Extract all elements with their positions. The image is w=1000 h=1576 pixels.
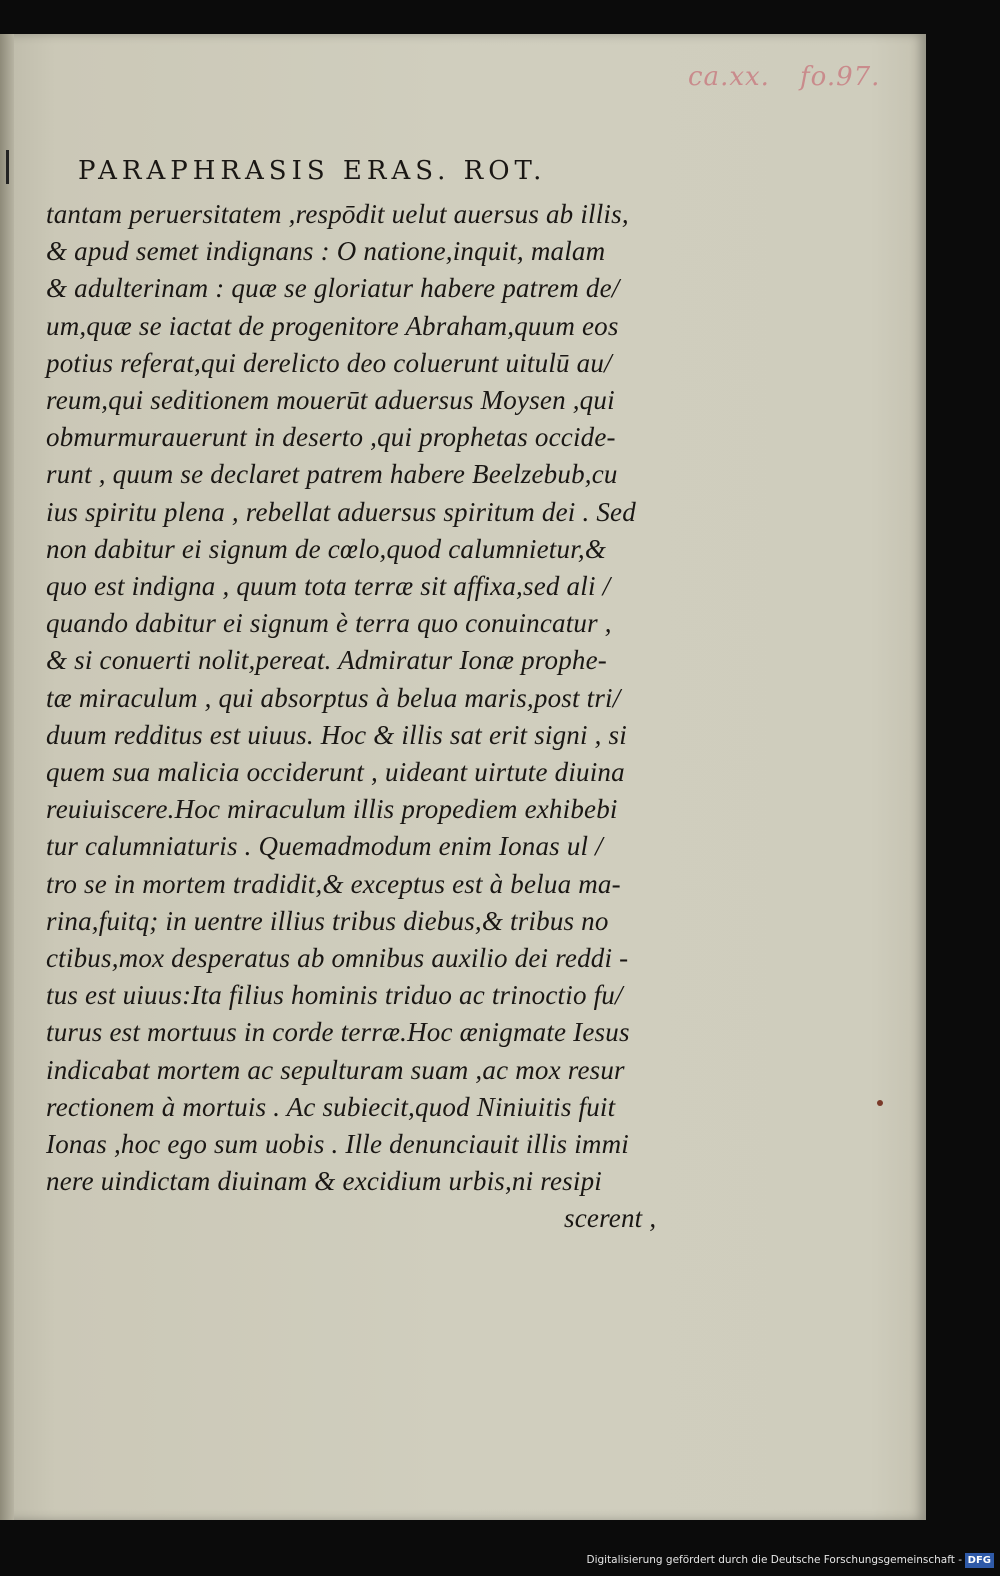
- text-line: quando dabitur ei signum è terra quo conuincatur ,: [46, 608, 612, 639]
- text-line: um,quæ se iactat de progenitore Abraham,quum eos: [46, 310, 619, 341]
- text-line: ius spiritu plena , rebellat aduersus spiritum dei . Sed: [46, 496, 636, 527]
- dfg-logo: DFG: [965, 1553, 994, 1568]
- text-line: Ionas ,hoc ego sum uobis . Ille denunciauit illis immi: [46, 1129, 629, 1160]
- text-line: & si conuerti nolit,pereat. Admiratur Ionæ prophe-: [46, 645, 607, 676]
- catchword-line: scerent ,: [564, 1203, 657, 1234]
- text-line: non dabitur ei signum de cœlo,quod calumnietur,&: [46, 533, 607, 564]
- text-line: runt , quum se declaret patrem habere Beelzebub,cu: [46, 459, 618, 490]
- text-line: duum redditus est uiuus. Hoc & illis sat erit signi , si: [46, 719, 627, 750]
- margin-note-folio: fo.97.: [800, 62, 881, 92]
- text-line: ctibus,mox desperatus ab omnibus auxilio dei reddi -: [46, 943, 629, 974]
- text-line: tur calumniaturis . Quemadmodum enim Ionas ul /: [46, 831, 603, 862]
- text-line: & adulterinam : quæ se gloriatur habere patrem de/: [46, 273, 620, 304]
- paper-speck: [877, 1100, 883, 1106]
- text-line: rina,fuitq; in uentre illius tribus diebus,& tribus no: [46, 905, 609, 936]
- text-line: potius referat,qui derelicto deo coluerunt uitulū au/: [46, 347, 612, 378]
- margin-mark: [6, 150, 9, 184]
- funding-credit: Digitalisierung gefördert durch die Deutsche Forschungsgemeinschaft -: [586, 1554, 962, 1566]
- page-edge: [0, 34, 14, 1520]
- text-line: quo est indigna , quum tota terræ sit affixa,sed ali /: [46, 571, 611, 602]
- running-head: PARAPHRASIS ERAS. ROT.: [78, 156, 547, 186]
- footer-bar: [0, 1549, 1000, 1576]
- text-line: tantam peruersitatem ,respōdit uelut auersus ab illis,: [46, 199, 629, 229]
- text-line: reum,qui seditionem mouerūt aduersus Moysen ,qui: [46, 385, 615, 416]
- text-line: turus est mortuus in corde terræ.Hoc ænigmate Iesus: [46, 1017, 630, 1048]
- text-line: & apud semet indignans : O natione,inquit, malam: [46, 236, 606, 267]
- body-text: [46, 196, 676, 1238]
- text-line: tro se in mortem tradidit,& exceptus est à belua ma-: [46, 868, 621, 899]
- text-line: tus est uiuus:Ita filius hominis triduo ac trinoctio fu/: [46, 980, 623, 1011]
- text-line: rectionem à mortuis . Ac subiecit,quod Niniuitis fuit: [46, 1091, 616, 1122]
- text-line: quem sua malicia occiderunt , uideant uirtute diuina: [46, 757, 625, 788]
- text-line: nere uindictam diuinam & excidium urbis,ni resipi: [46, 1166, 602, 1197]
- margin-note-chapter: ca.xx.: [688, 62, 770, 92]
- text-line: obmurmurauerunt in deserto ,qui prophetas occide-: [46, 422, 616, 453]
- text-line: indicabat mortem ac sepulturam suam ,ac mox resur: [46, 1054, 625, 1085]
- text-line: tæ miraculum , qui absorptus à belua maris,post tri/: [46, 682, 621, 713]
- text-line: reuiuiscere.Hoc miraculum illis propediem exhibebi: [46, 794, 618, 825]
